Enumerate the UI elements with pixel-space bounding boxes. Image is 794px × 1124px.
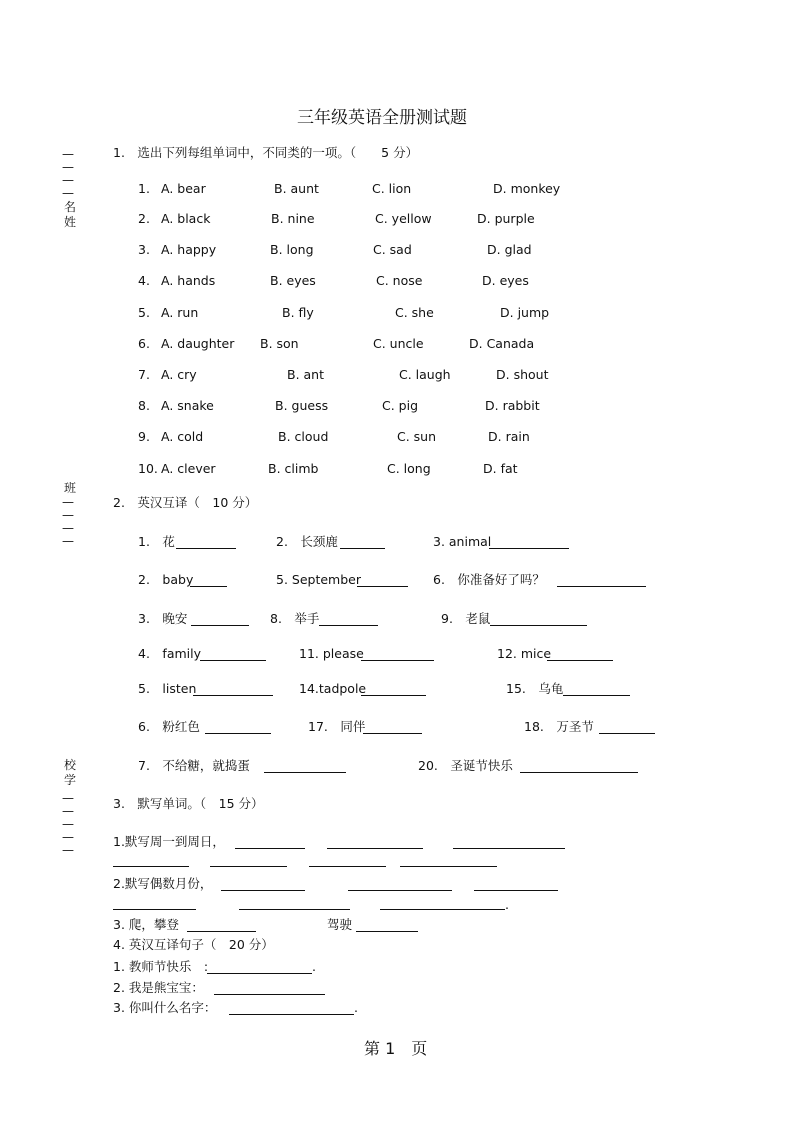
drive-prompt: 驾驶: [327, 917, 353, 932]
q4-option-a: A. hands: [161, 273, 216, 288]
sentence-1: 1. 教师节快乐 :: [113, 959, 209, 974]
translate-item-8: 8. 举手: [270, 611, 320, 626]
q6-num: 6.: [138, 336, 150, 351]
q2-num: 2.: [138, 211, 150, 226]
answer-blank[interactable]: [309, 866, 386, 867]
translate-item-2: 2. 长颈鹿: [276, 534, 338, 549]
climb-prompt: 3. 爬，攀登: [113, 917, 179, 932]
months-prompt: 2.默写偶数月份，: [113, 876, 213, 891]
q9-num: 9.: [138, 429, 150, 444]
margin-name-field: — — — —: [62, 147, 74, 200]
q1-option-c: C. lion: [372, 181, 412, 196]
q3-num: 3.: [138, 242, 150, 257]
translate-item-3: 3. animal: [433, 534, 492, 549]
end-dot: .: [505, 897, 509, 912]
answer-blank[interactable]: [453, 848, 565, 849]
q10-option-d: D. fat: [483, 461, 518, 476]
q4-option-d: D. eyes: [482, 273, 529, 288]
answer-blank[interactable]: [235, 848, 305, 849]
end-dot: .: [312, 959, 316, 974]
translate-item-4: 2. baby: [138, 572, 194, 587]
answer-blank[interactable]: [400, 866, 497, 867]
sentence-2: 2. 我是熊宝宝：: [113, 980, 204, 995]
answer-blank[interactable]: [327, 848, 423, 849]
q7-option-b: B. ant: [287, 367, 325, 382]
q10-num: 10.: [138, 461, 158, 476]
answer-blank[interactable]: [357, 586, 408, 587]
translate-item-12: 12. mice: [497, 646, 552, 661]
q8-num: 8.: [138, 398, 150, 413]
q2-option-a: A. black: [161, 211, 211, 226]
q4-option-b: B. eyes: [270, 273, 316, 288]
q7-option-d: D. shout: [496, 367, 549, 382]
q6-option-c: C. uncle: [373, 336, 424, 351]
margin-name-label: 名姓: [63, 200, 76, 229]
answer-blank[interactable]: [520, 772, 638, 773]
answer-blank[interactable]: [348, 890, 452, 891]
q7-option-a: A. cry: [161, 367, 197, 382]
translate-item-19: 7. 不给糖，就捣蛋: [138, 758, 250, 773]
q1-option-b: B. aunt: [274, 181, 319, 196]
q1-num: 1.: [138, 181, 150, 196]
q5-option-d: D. jump: [500, 305, 550, 320]
q3-option-a: A. happy: [161, 242, 217, 257]
answer-blank[interactable]: [319, 625, 378, 626]
translate-item-1: 1. 花: [138, 534, 175, 549]
sentence-3: 3. 你叫什么名字：: [113, 1000, 217, 1015]
margin-school-label: 校学: [63, 758, 76, 787]
q8-option-b: B. guess: [275, 398, 329, 413]
translate-item-17: 17. 同伴: [308, 719, 366, 734]
translate-item-18: 18. 万圣节: [524, 719, 594, 734]
answer-blank[interactable]: [361, 660, 434, 661]
answer-blank[interactable]: [229, 1014, 354, 1015]
q5-option-a: A. run: [161, 305, 199, 320]
q8-option-d: D. rabbit: [485, 398, 540, 413]
translate-item-11: 11. please: [299, 646, 364, 661]
translate-item-7: 3. 晚安: [138, 611, 188, 626]
q5-num: 5.: [138, 305, 150, 320]
answer-blank[interactable]: [380, 909, 505, 910]
section2-heading: 2. 英汉互译（ 10 分）: [113, 495, 258, 510]
answer-blank[interactable]: [214, 994, 325, 995]
answer-blank[interactable]: [200, 660, 266, 661]
answer-blank[interactable]: [190, 586, 227, 587]
q8-option-a: A. snake: [161, 398, 214, 413]
translate-item-20: 20. 圣诞节快乐: [418, 758, 513, 773]
answer-blank[interactable]: [563, 695, 630, 696]
q2-option-d: D. purple: [477, 211, 535, 226]
q7-num: 7.: [138, 367, 150, 382]
answer-blank[interactable]: [474, 890, 558, 891]
q10-option-a: A. clever: [161, 461, 216, 476]
answer-blank[interactable]: [599, 733, 655, 734]
translate-item-5: 5. September: [276, 572, 361, 587]
answer-blank[interactable]: [490, 625, 587, 626]
answer-blank[interactable]: [489, 548, 569, 549]
page-number: 第 1 页: [364, 1039, 428, 1058]
q4-option-c: C. nose: [376, 273, 423, 288]
answer-blank[interactable]: [356, 931, 418, 932]
q9-option-d: D. rain: [488, 429, 530, 444]
q1-option-a: A. bear: [161, 181, 206, 196]
answer-blank[interactable]: [547, 660, 613, 661]
q5-option-c: C. she: [395, 305, 434, 320]
q9-option-c: C. sun: [397, 429, 437, 444]
q9-option-b: B. cloud: [278, 429, 329, 444]
answer-blank[interactable]: [264, 772, 346, 773]
answer-blank[interactable]: [193, 695, 273, 696]
margin-class-field: — — — —: [62, 495, 74, 548]
q3-option-b: B. long: [270, 242, 314, 257]
translate-item-14: 14.tadpole: [299, 681, 367, 696]
q2-option-c: C. yellow: [375, 211, 432, 226]
translate-item-10: 4. family: [138, 646, 202, 661]
answer-blank[interactable]: [205, 733, 271, 734]
answer-blank[interactable]: [207, 973, 312, 974]
q2-option-b: B. nine: [271, 211, 315, 226]
page-title: 三年级英语全册测试题: [297, 108, 467, 128]
answer-blank[interactable]: [113, 909, 196, 910]
q10-option-b: B. climb: [268, 461, 319, 476]
answer-blank[interactable]: [221, 890, 305, 891]
answer-blank[interactable]: [239, 909, 350, 910]
answer-blank[interactable]: [187, 931, 256, 932]
answer-blank[interactable]: [210, 866, 287, 867]
end-dot: .: [354, 1000, 358, 1015]
q9-option-a: A. cold: [161, 429, 204, 444]
q3-option-d: D. glad: [487, 242, 532, 257]
translate-item-13: 5. listen: [138, 681, 197, 696]
answer-blank[interactable]: [113, 866, 189, 867]
answer-blank[interactable]: [363, 733, 422, 734]
q3-option-c: C. sad: [373, 242, 412, 257]
q7-option-c: C. laugh: [399, 367, 451, 382]
q8-option-c: C. pig: [382, 398, 419, 413]
answer-blank[interactable]: [361, 695, 426, 696]
answer-blank[interactable]: [340, 548, 385, 549]
q10-option-c: C. long: [387, 461, 431, 476]
q5-option-b: B. fly: [282, 305, 314, 320]
translate-item-6: 6. 你准备好了吗？: [433, 572, 545, 587]
section3-heading: 3. 默写单词。（ 15 分）: [113, 796, 264, 811]
section4-heading: 4. 英汉互译句子（ 20 分）: [113, 937, 274, 952]
margin-class-label: 班: [64, 481, 77, 495]
q4-num: 4.: [138, 273, 150, 288]
answer-blank[interactable]: [191, 625, 249, 626]
translate-item-9: 9. 老鼠: [441, 611, 491, 626]
q6-option-a: A. daughter: [161, 336, 235, 351]
q6-option-d: D. Canada: [469, 336, 535, 351]
q6-option-b: B. son: [260, 336, 299, 351]
weekdays-prompt: 1.默写周一到周日，: [113, 834, 225, 849]
margin-school-field: — — — — —: [62, 791, 74, 857]
translate-item-15: 15. 乌龟: [506, 681, 564, 696]
section1-heading: 1. 选出下列每组单词中，不同类的一项。（ 5 分）: [113, 145, 419, 160]
answer-blank[interactable]: [176, 548, 236, 549]
q1-option-d: D. monkey: [493, 181, 561, 196]
translate-item-16: 6. 粉红色: [138, 719, 200, 734]
answer-blank[interactable]: [557, 586, 646, 587]
